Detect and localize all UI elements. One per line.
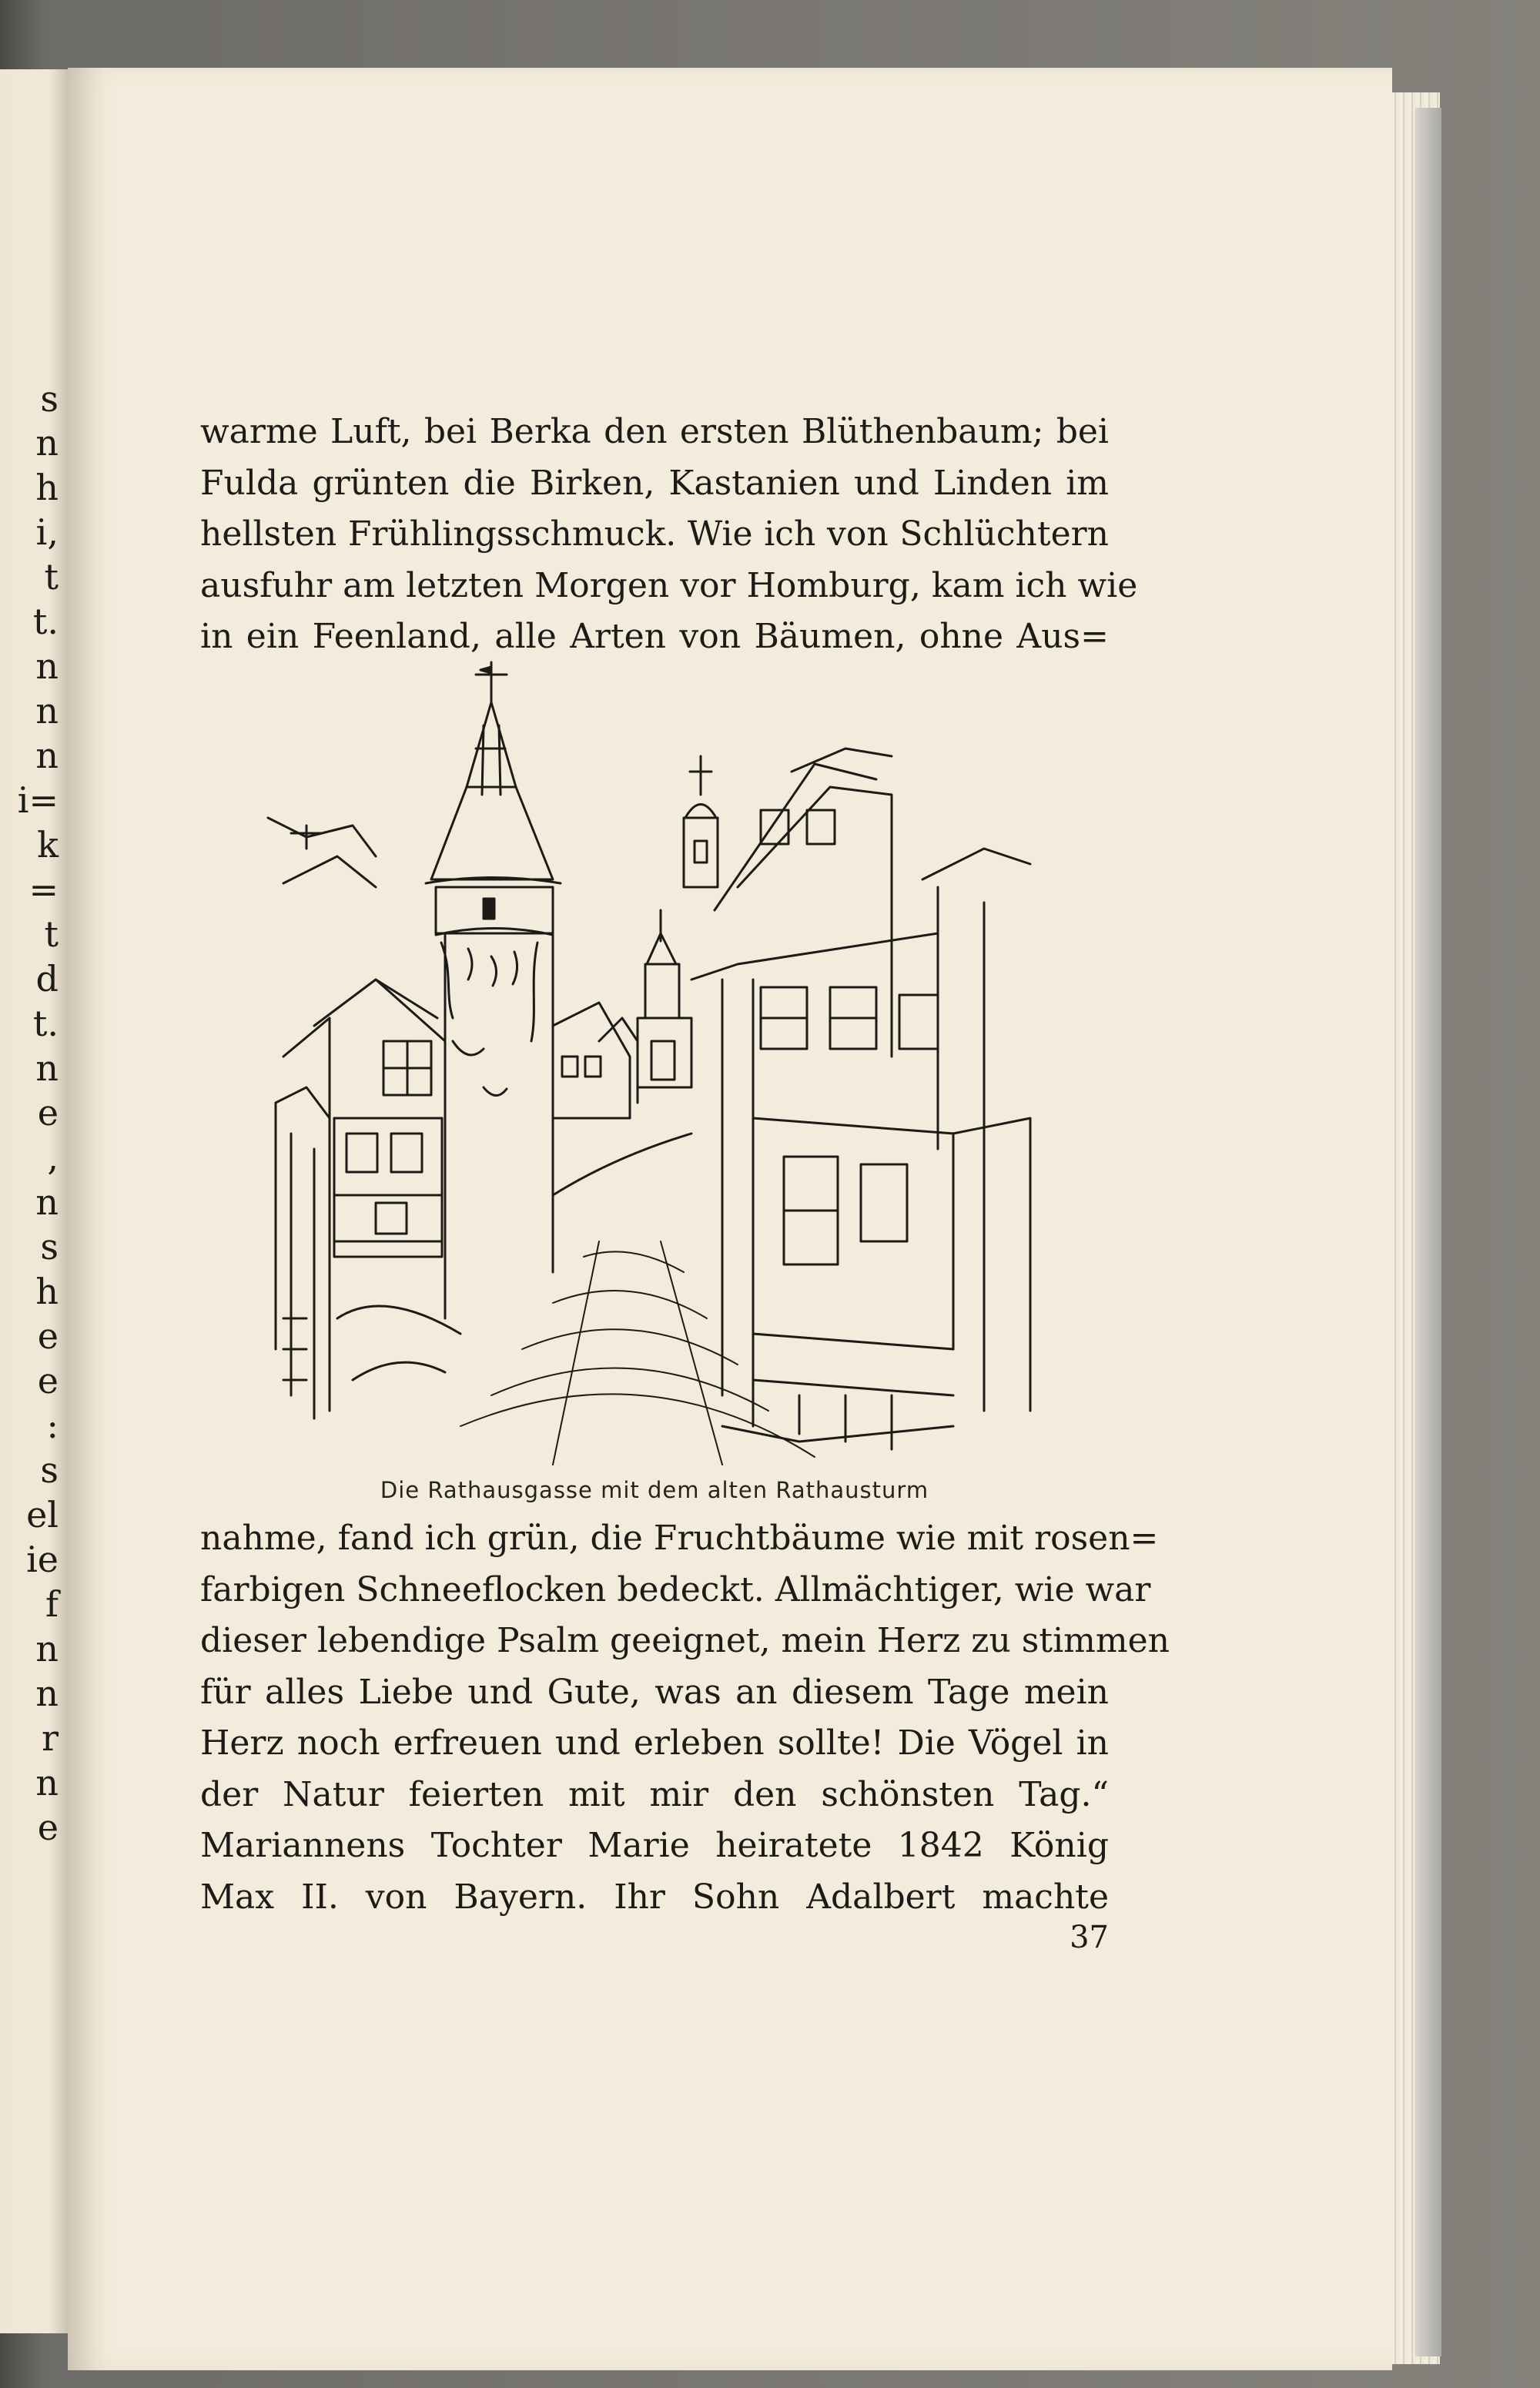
prev-page-fragment: n — [35, 1762, 59, 1804]
prev-page-fragment: , — [47, 1137, 59, 1178]
prev-page-fragment: s — [40, 1226, 59, 1268]
prev-page-fragment: t. — [32, 1003, 59, 1044]
prev-page-fragment: r — [42, 1717, 59, 1759]
text-line: warme Luft, bei Berka den ersten Blüthenbaum; bei — [200, 412, 1109, 451]
text-line: hellsten Frühlingsschmuck. Wie ich von Schlüchtern — [200, 514, 1109, 554]
prev-page-fragment: e — [37, 1092, 59, 1134]
left-house-front — [268, 818, 460, 1418]
prev-page-fragment: n — [35, 1673, 59, 1714]
text-line: für alles Liebe und Gute, was an diesem Tage mein — [200, 1672, 1109, 1712]
prev-page-fragment: d — [35, 958, 59, 1000]
rathaus-tower — [426, 702, 561, 1318]
previous-page-edge — [0, 69, 69, 2333]
prev-page-fragment: n — [35, 1181, 59, 1223]
prev-page-fragment: f — [45, 1583, 59, 1625]
text-line: in ein Feenland, alle Arten von Bäumen, ohne Aus= — [200, 617, 1109, 656]
text-line: nahme, fand ich grün, die Fruchtbäume wie mit rosen= — [200, 1519, 1159, 1558]
prev-page-fragment: i= — [17, 779, 59, 821]
text-line: Herz noch erfreuen und erleben sollte! Die Vögel in — [200, 1723, 1109, 1763]
text-line: Fulda grünten die Birken, Kastanien und Linden im — [200, 463, 1109, 503]
text-line: ausfuhr am letzten Morgen vor Homburg, kam ich wie — [200, 565, 1138, 605]
text-line: Max II. von Bayern. Ihr Sohn Adalbert machte — [200, 1877, 1109, 1917]
prev-page-fragment: t. — [32, 601, 59, 642]
prev-page-fragment: e — [37, 1360, 59, 1402]
prev-page-fragment: ie — [26, 1539, 59, 1580]
text-line: der Natur feierten mit mir den schönsten Tag.“ — [200, 1774, 1109, 1814]
tower-weathervane — [476, 662, 507, 702]
street-illustration — [260, 656, 1076, 1472]
text-line: Mariannens Tochter Marie heiratete 1842 König — [200, 1826, 1109, 1865]
cobbled-street — [460, 1241, 815, 1465]
prev-page-fragment: n — [35, 422, 59, 464]
prev-page-fragment: n — [35, 735, 59, 776]
distant-gate-tower — [638, 910, 691, 1087]
right-houses — [691, 749, 1030, 1449]
text-line: dieser lebendige Psalm geeignet, mein Herz zu stimmen — [200, 1621, 1170, 1660]
prev-page-fragment: n — [35, 690, 59, 732]
text-line: farbigen Schneeflocken bedeckt. Allmächtiger, wie war — [200, 1569, 1151, 1609]
prev-page-fragment: s — [40, 378, 59, 420]
page-number: 37 — [1070, 1920, 1109, 1955]
prev-page-fragment: e — [37, 1315, 59, 1357]
distant-houses — [553, 1003, 691, 1195]
paragraph-after-figure — [200, 1513, 1170, 1923]
prev-page-fragment: k — [37, 824, 59, 866]
book-cover-edge — [1415, 108, 1441, 2356]
prev-page-fragment: n — [35, 1047, 59, 1089]
paragraph-before-figure — [200, 407, 1138, 663]
prev-page-fragment: n — [35, 1628, 59, 1670]
prev-page-fragment: n — [35, 645, 59, 687]
figure-caption: Die Rathausgasse mit dem alten Rathausturm — [380, 1477, 929, 1503]
prev-page-fragment: : — [46, 1405, 59, 1446]
right-chapel-tower — [684, 756, 718, 887]
prev-page-fragment: = — [28, 869, 59, 910]
prev-page-fragment: s — [40, 1449, 59, 1491]
prev-page-fragment: e — [37, 1807, 59, 1848]
prev-page-fragment: t — [44, 556, 59, 598]
prev-page-fragment: h — [35, 1271, 59, 1312]
prev-page-fragment: t — [44, 913, 59, 955]
prev-page-fragment: h — [35, 467, 59, 508]
book-page — [68, 68, 1392, 2370]
prev-page-fragment: el — [26, 1494, 59, 1536]
prev-page-fragment: i, — [35, 511, 59, 553]
